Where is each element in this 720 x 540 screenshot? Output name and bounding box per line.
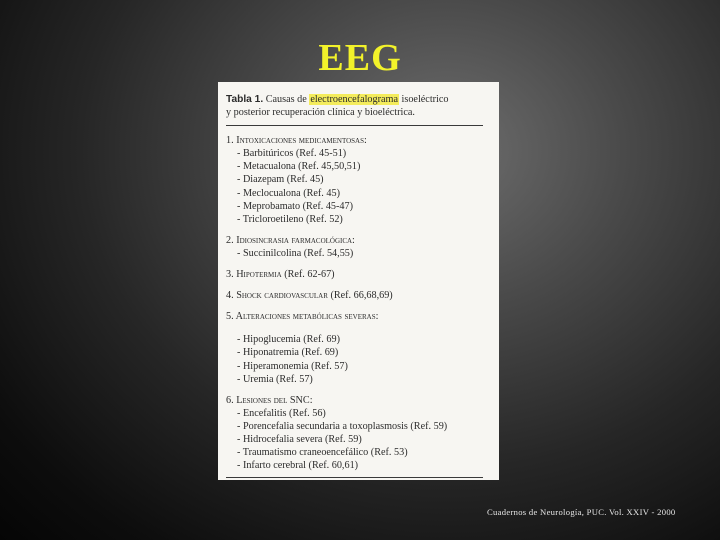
list-item: - Diazepam (Ref. 45) [237,174,324,186]
list-item: - Succinilcolina (Ref. 54,55) [237,247,354,259]
citation-footer: Cuadernos de Neurología, PUC. Vol. XXIV - 2000 [487,507,676,517]
caption-text-end: isoeléctrico [401,94,449,105]
list-item: - Barbitúricos (Ref. 45-51) [237,148,347,160]
section-4 [226,289,483,302]
list-item: - Metacualona (Ref. 45,50,51) [237,161,361,173]
section-title: 3. Hipotermia [226,269,282,281]
caption-text: Causas de [265,94,307,105]
table-caption [226,93,483,119]
table-image [218,82,499,480]
list-item: - Encefalitis (Ref. 56) [237,407,326,419]
list-item: - Tricloroetileno (Ref. 52) [237,213,343,225]
list-item: - Traumatismo craneoencefálico (Ref. 53) [237,447,408,459]
section-title: 1. Intoxicaciones medicamentosas: [226,135,367,147]
section-2 [226,234,483,260]
caption-highlight: electroencefalograma [310,94,398,105]
section-ref: (Ref. 66,68,69) [327,290,393,302]
section-title: 2. Idiosincrasia farmacológica: [226,234,355,246]
bottom-rule [226,477,483,478]
list-item: - Hipoglucemia (Ref. 69) [237,334,340,346]
section-1 [226,134,483,226]
section-title: 6. Lesiones del SNC: [226,394,313,406]
section-ref: (Ref. 62-67) [281,269,335,281]
top-rule [226,125,483,126]
section-6 [226,394,483,473]
list-item: - Meprobamato (Ref. 45-47) [237,200,353,212]
caption-line-2: y posterior recuperación clínica y bioeléctrica. [226,107,415,119]
list-item: - Porencefalia secundaria a toxoplasmosis (Ref. 59) [237,420,448,432]
section-title: 4. Shock cardiovascular [226,290,328,302]
list-item: - Hidrocefalia severa (Ref. 59) [237,433,362,445]
list-item: - Hiponatremia (Ref. 69) [237,347,339,359]
list-item: - Meclocualona (Ref. 45) [237,187,340,199]
caption-label: Tabla 1. [226,94,264,105]
list-item: - Infarto cerebral (Ref. 60,61) [237,460,359,472]
slide-title: EEG [318,37,402,79]
list-item: - Hiperamonemia (Ref. 57) [237,360,348,372]
section-title: 5. Alteraciones metabólicas severas: [226,311,379,323]
section-3 [226,268,483,281]
list-item: - Uremia (Ref. 57) [237,373,313,385]
section-5 [226,310,483,385]
